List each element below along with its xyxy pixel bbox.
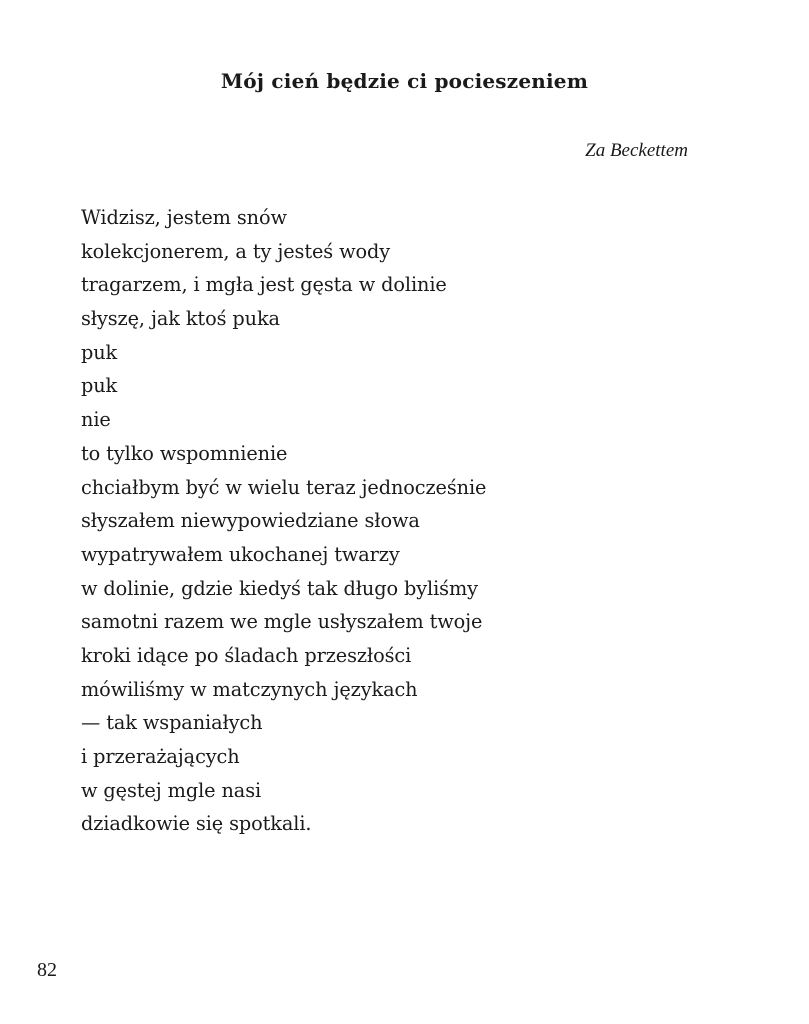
poem-line: kroki idące po śladach przeszłości xyxy=(81,643,412,667)
poem-line: puk xyxy=(81,340,118,364)
poem-line: kolekcjonerem, a ty jesteś wody xyxy=(81,239,391,263)
page-number: 82 xyxy=(37,959,57,981)
poem-line: to tylko wspomnienie xyxy=(81,441,288,465)
poem-line: dziadkowie się spotkali. xyxy=(81,812,312,836)
poem-line: samotni razem we mgle usłyszałem twoje xyxy=(81,610,483,634)
poem-line: w dolinie, gdzie kiedyś tak długo byliśmy xyxy=(81,576,478,600)
poem-line: w gęstej mgle nasi xyxy=(81,778,262,802)
poem-line: nie xyxy=(81,408,111,432)
poem-line: słyszę, jak ktoś puka xyxy=(81,307,280,331)
poem-title: Mój cień będzie ci pocieszeniem xyxy=(220,69,589,93)
poem-line: chciałbym być w wielu teraz jednocześnie xyxy=(81,475,487,499)
poem-line: tragarzem, i mgła jest gęsta w dolinie xyxy=(81,273,447,297)
poem-line: i przerażających xyxy=(81,745,240,768)
poem-line: — tak wspaniałych xyxy=(81,711,263,735)
poem-body xyxy=(81,201,486,841)
poem-line: wypatrywałem ukochanej twarzy xyxy=(81,542,400,566)
poem-line: puk xyxy=(81,374,118,398)
poem-line: Widzisz, jestem snów xyxy=(81,206,287,229)
poem-line: słyszałem niewypowiedziane słowa xyxy=(81,509,420,533)
poem-line: mówiliśmy w matczynych językach xyxy=(81,677,418,701)
poem-dedication: Za Beckettem xyxy=(585,140,688,161)
